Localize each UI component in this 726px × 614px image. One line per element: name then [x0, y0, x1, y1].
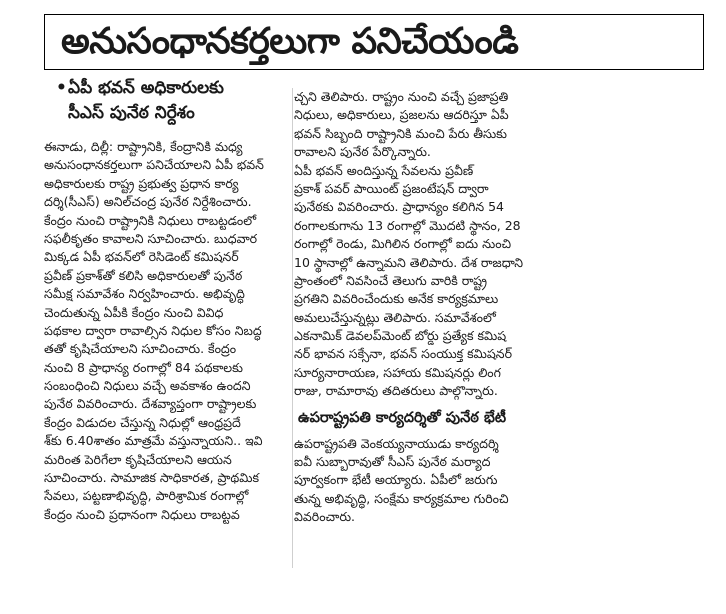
body-line: శ్‌కు 6.40శాతం మాత్రమే వస్తున్నాయని.. ఇవి: [44, 433, 263, 449]
body-line: తతో కృషిచేయాలని సూచించారు. కేంద్రం: [44, 341, 237, 357]
column-divider: [292, 88, 293, 568]
headline: అనుసంధానకర్తలుగా పనిచేయండి: [44, 14, 704, 70]
body-line: పునేఠ వివరించారు. దేశవ్యాప్తంగా రాష్ట్రాలకు: [44, 396, 257, 412]
body-line: అధికారులకు రాష్ట్ర ప్రభుత్వ ప్రధాన కార్య: [44, 175, 239, 191]
body-line: తున్న అభివృద్ధి, సంక్షేమ కార్యక్రమాల గురించి: [294, 490, 509, 506]
body-line: పునేఠకు వివరించారు. ప్రాధాన్యం కలిగిన 54: [294, 199, 505, 215]
body-line: వివరించారు.: [294, 509, 356, 525]
body-line: ఉపరాష్ట్రపతి వెంకయ్యనాయుడు కార్యదర్శి: [294, 435, 499, 451]
body-line: మిక్కడ ఏపీ భవన్‌లో రెసిడెంట్ కమిషనర్: [44, 249, 239, 265]
body-line: సూచించారు. సామాజిక సాధికారత, ప్రాథమిక: [44, 470, 259, 486]
body-line: రాజు, రామారావు తదితరులు పాల్గొన్నారు.: [294, 383, 498, 399]
body-line: సూర్యనారాయణ, సహాయ కమిషనర్లు లింగ: [294, 364, 501, 380]
body-line: చ్చని తెలిపారు. రాష్ట్రం నుంచి వచ్చే ప్రజాప్రతి: [294, 89, 509, 104]
body-line: కేంద్రం నుంచి ప్రధానంగా నిధులు రాబట్టవ: [44, 506, 240, 522]
body-line: ప్రాంతంలో నివసించే తెలుగు వారికి రాష్ట్ర: [294, 272, 488, 288]
body-line: ప్రవీణ్ ప్రకాశ్‌తో కలిసి అధికారులతో పునేఠ: [44, 267, 243, 283]
body-line: పథకాల ద్వారా రావాల్సిన నిధుల కోసం నిబద్ధ: [44, 322, 262, 338]
subheadline-line-2: సీఎస్ పునేఠ నిర్దేశం: [68, 103, 195, 123]
body-line: సఫలీకృతం కావాలని సూచించారు. బుధవార: [44, 230, 258, 246]
body-line: ఐవీ సుబ్బారావుతో సీఎస్ పునేఠ మర్యాద: [294, 454, 491, 470]
subheadline-line-1: •ఏపీ భవన్ అధికారులకు: [56, 76, 276, 101]
body-line: ప్రకాశ్ పవర్ పాయింట్ ప్రజంటేషన్ ద్వారా: [294, 180, 489, 196]
news-clipping: [44, 14, 704, 579]
body-line: ప్రగతిని వివరించేందుకు అనేక కార్యక్రమాలు: [294, 291, 499, 307]
body-line: ఎకనామిక్ డెవలప్‌మెంట్ బోర్డు ప్రత్యేక కమిష: [294, 328, 507, 344]
body-line: నుంచి 8 ప్రాధాన్య రంగాల్లో 84 పథకాలకు: [44, 359, 243, 375]
body-line: కేంద్రం విడుదల చేస్తున్న నిధుల్లో ఆంధ్రప్రదే: [44, 414, 241, 430]
body-line: అమలుచేస్తున్నట్లు తెలిపారు. సమావేశంలో: [294, 309, 496, 325]
body-line: రంగాల్లో రెండు, మిగిలిన రంగాల్లో ఐదు నుంచి: [294, 236, 512, 252]
body-line: ఈనాడు, దిల్లీ: రాష్ట్రానికి, కేంద్రానికి మధ్య: [44, 139, 243, 154]
article-column-1: [44, 138, 290, 524]
body-line: చెందుతున్న ఏపీకి కేంద్రం నుంచి వివిధ: [44, 304, 224, 320]
body-line: నిధులు, అధికారులు, ప్రజలను ఆదరిస్తూ ఏపీ: [294, 107, 509, 123]
body-line: అనుసంధానకర్తలుగా పనిచేయాలని ఏపీ భవన్: [44, 157, 264, 173]
body-line: ఏపీ భవన్ అందిస్తున్న సేవలను ప్రవీణ్: [294, 162, 474, 178]
article-column-2: [294, 88, 554, 527]
body-line: రంగాలకుగాను 13 రంగాల్లో మొదటి స్థానం, 28: [294, 217, 521, 233]
body-line: భవన్ సిబ్బంది రాష్ట్రానికి మంచి పేరు తీసుకు: [294, 125, 507, 141]
bullet-icon: •: [56, 78, 67, 98]
body-line: దర్శి(సీఎస్) అనిల్‌చంద్ర పునేఠ నిర్దేశించారు.: [44, 194, 252, 210]
subheadline: [56, 76, 276, 126]
body-line: నర్ భావన సక్సేనా, భవన్ సంయుక్త కమిషనర్: [294, 346, 512, 362]
body-line: 10 స్థానాల్లో ఉన్నామని తెలిపారు. దేశ రాజధాని: [294, 254, 524, 270]
body-line: సంబంధించి నిధులు వచ్చే అవకాశం ఉందని: [44, 378, 251, 394]
body-line: రావాలని పునేఠ పేర్కొన్నారు.: [294, 144, 431, 160]
body-line: సమీక్ష సమావేశం నిర్వహించారు. అభివృద్ధి: [44, 286, 245, 302]
body-line: మరింత పెరిగేలా కృషిచేయాలని ఆయన: [44, 451, 232, 467]
body-line: సేవలు, పట్టణాభివృద్ధి, పారిశ్రామిక రంగాల్లో: [44, 488, 249, 504]
body-line: పూర్వకంగా భేటీ అయ్యారు. ఏపీలో జరుగు: [294, 472, 498, 488]
section-subheading: ఉపరాష్ట్రపతి కార్యదర్శితో పునేఠ భేటీ: [298, 409, 507, 426]
body-line: కేంద్రం నుంచి రాష్ట్రానికి నిధులు రాబట్టడంలో: [44, 212, 257, 228]
